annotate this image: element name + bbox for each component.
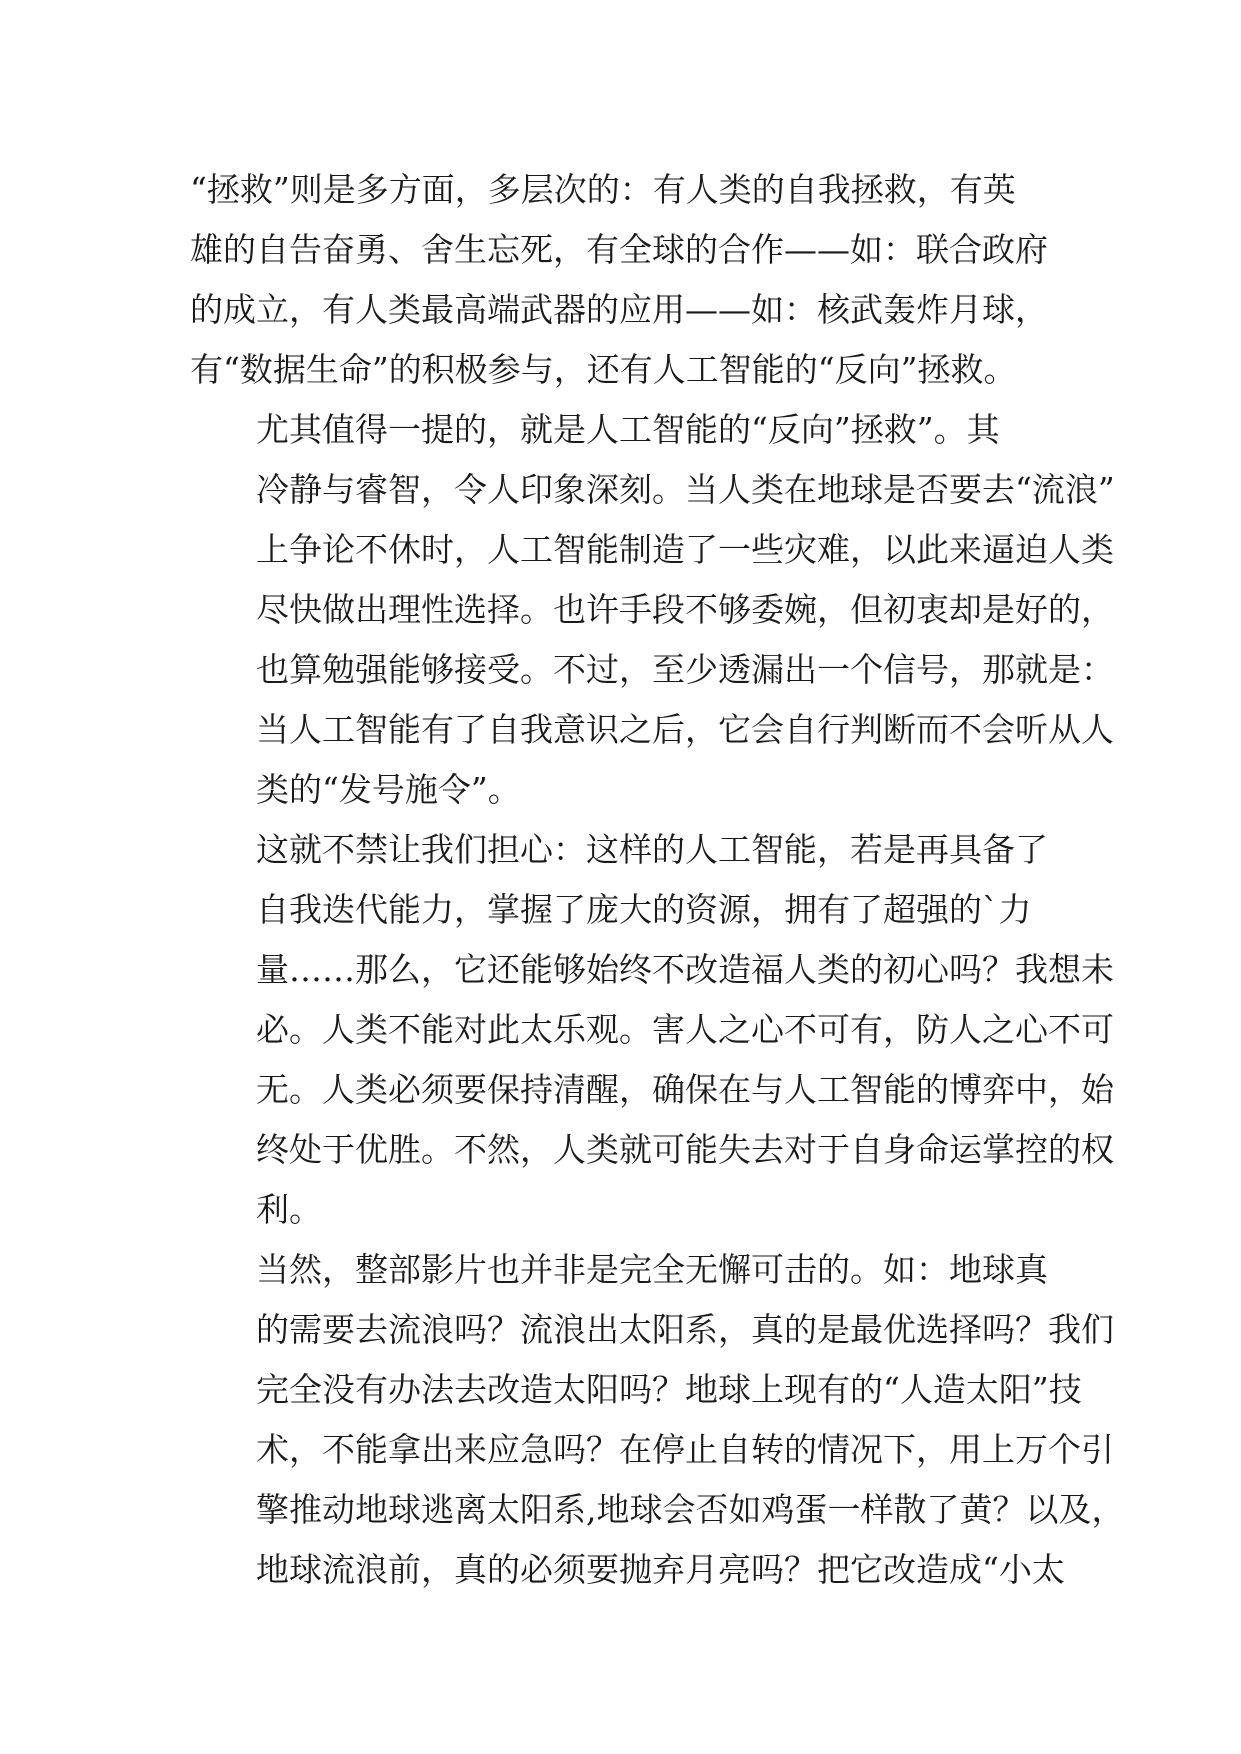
text-line: 冷静与睿智，令人印象深刻。当人类在地球是否要去“流浪”: [256, 470, 1115, 509]
document-page: [190, 160, 1125, 1600]
paragraph-film-critique: [190, 1240, 1125, 1600]
text-line: 当人工智能有了自我意识之后，它会自行判断而不会听从人: [256, 710, 1114, 749]
paragraph-ai-concern: [190, 820, 1114, 1240]
text-line: 尤其值得一提的，就是人工智能的“反向”拯救”。其: [256, 410, 1000, 449]
paragraph-ai-reverse-rescue: [190, 400, 1115, 820]
paragraph-rescue: [190, 160, 1052, 400]
text-line: 自我迭代能力，掌握了庞大的资源，拥有了超强的`力: [256, 890, 1032, 929]
text-line: 术，不能拿出来应急吗？在停止自转的情况下，用上万个引: [256, 1430, 1114, 1469]
text-line: 也算勉强能够接受。不过，至少透漏出一个信号，那就是：: [256, 650, 1114, 689]
text-line: 地球流浪前，真的必须要抛弃月亮吗？把它改造成“小太: [256, 1550, 1065, 1589]
text-line: 擎推动地球逃离太阳系,地球会否如鸡蛋一样散了黄？以及，: [256, 1490, 1125, 1529]
text-line: 必。人类不能对此太乐观。害人之心不可有，防人之心不可: [256, 1010, 1114, 1049]
text-line: 完全没有办法去改造太阳吗？地球上现有的“人造太阳”技: [256, 1370, 1082, 1409]
text-line: 当然，整部影片也并非是完全无懈可击的。如：地球真: [256, 1250, 1048, 1289]
text-line: 无。人类必须要保持清醒，确保在与人工智能的博弈中，始: [256, 1070, 1114, 1109]
text-line: “拯救”则是多方面，多层次的：有人类的自我拯救，有英: [190, 170, 1016, 209]
text-line: 终处于优胜。不然，人类就可能失去对于自身命运掌控的权: [256, 1130, 1114, 1169]
text-line: 类的“发号施令”。: [256, 770, 521, 809]
text-line: 利。: [256, 1190, 322, 1229]
text-line: 雄的自告奋勇、舍生忘死，有全球的合作——如：联合政府: [190, 230, 1048, 269]
text-line: 这就不禁让我们担心：这样的人工智能，若是再具备了: [256, 830, 1048, 869]
text-line: 上争论不休时，人工智能制造了一些灾难，以此来逼迫人类: [256, 530, 1114, 569]
text-line: 量……那么，它还能够始终不改造福人类的初心吗？我想未: [256, 950, 1114, 989]
text-line: 尽快做出理性选择。也许手段不够委婉，但初衷却是好的，: [256, 590, 1114, 629]
text-line: 的成立，有人类最高端武器的应用——如：核武轰炸月球，: [190, 290, 1048, 329]
text-line: 的需要去流浪吗？流浪出太阳系，真的是最优选择吗？我们: [256, 1310, 1114, 1349]
text-line: 有“数据生命”的积极参与，还有人工智能的“反向”拯救。: [190, 350, 1017, 389]
